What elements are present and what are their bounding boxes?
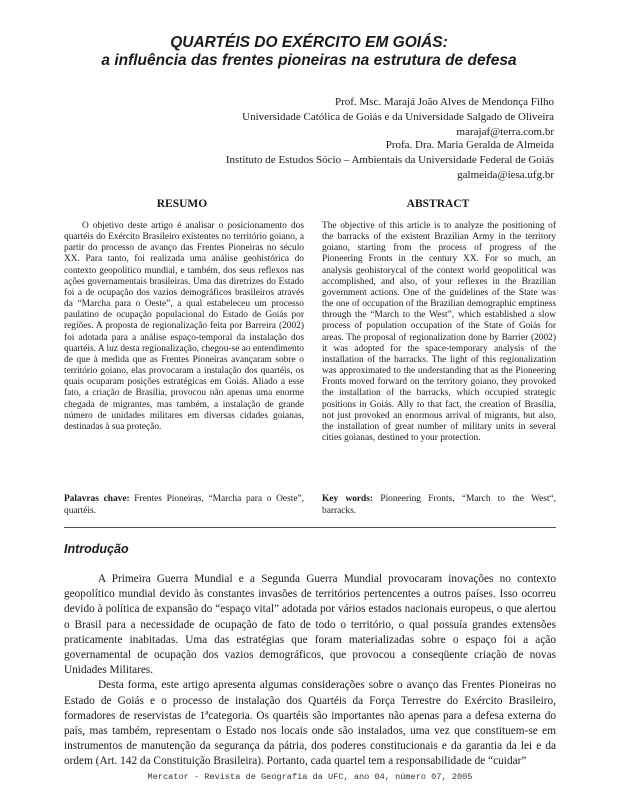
keywords-label: Palavras chave: xyxy=(64,494,130,504)
author-email: marajaf@terra.com.br xyxy=(456,126,554,138)
body-paragraph: Desta forma, este artigo apresenta algumas considerações sobre o avanço das Frentes Pioneiras no Estado de Goiás e o processo de instalação dos Quartéis da Força Terrestre do Exército Brasileiro, formadores de reservistas de 1ªcategoria. Os quartéis são importantes não apenas para a defesa externa do país, mas também, representam o Estado nos locais onde são instalados, uma vez que constituem-se em instrumentos de manutenção da segurança da pátria, dos poderes constitucionais e da garantia da lei e da ordem (Art. 142 da Constituição Brasileira). Portanto, cada quartel tem a responsabilidade de “cuidar” xyxy=(64,679,556,768)
introduction-body xyxy=(64,572,556,770)
article-title: QUARTÉIS DO EXÉRCITO EM GOIÁS: xyxy=(170,34,448,51)
introduction-heading: Introdução xyxy=(64,542,129,556)
author-email: galmeida@iesa.ufg.br xyxy=(457,169,554,181)
abstract-keywords xyxy=(322,493,556,517)
keywords-value: Frentes Pioneiras, “Marcha para o Oeste”, quartéis. xyxy=(64,494,304,516)
section-divider xyxy=(64,527,556,528)
author-affiliation: Instituto de Estudos Sócio – Ambientais da Universidade Federal de Goiás xyxy=(225,154,554,166)
abstract-text: The objective of this article is to analyze the positioning of the barracks of the existent Brazilian Army in the territory goiano, starting from the process of progress of the Pioneering Fronts in the century XX. For so much, an analysis geohistorycal of the context world geopolitical was accomplished, and also, of your reflexes in the Brazilian government actions. One of the guidelines of the State was the one of occupation of the Brazilian demographic emptiness through the “March to the West”, which established a slow process of population occupation of the State of Goiás for areas. The proposal of regionalization done by Barrier (2002) it was adopted for the space-temporary analysis of the installation of the barracks. The light of this regionalization was approximated to the understanding that as the Pioneering Fronts moved forward on the territory goiano, they provoked the installation of the barracks, which occupied strategic positions in Goiás. Ally to that fact, the creation of Brasília, not just provoked an enormous arrival of migrants, but also, the installation of great number of military units in several cities goianas, destined to your protection. xyxy=(322,221,556,443)
article-subtitle: a influência das frentes pioneiras na estrutura de defesa xyxy=(101,52,517,69)
author-name: Prof. Msc. Marajá João Alves de Mendonça Filho xyxy=(334,96,554,108)
body-paragraph: A Primeira Guerra Mundial e a Segunda Guerra Mundial provocaram inovações no contexto geopolítico mundial devido às constantes invasões de territórios pertencentes a outros países. Isso ocorreu devido à política de expansão do “espaço vital” adotada por vários estados nacionais europeus, o que alertou o Brasil para a necessidade de ocupação de fato de todo o território, o qual possuía grandes extensões praticamente inabitadas. Uma das estratégias que foram materializadas sobre o espaço foi a ação governamental de ocupação dos vazios demográficos, que provocou a conseqüente criação de novas Unidades Militares. xyxy=(64,573,556,677)
keywords-value: Pioneering Fronts, “March to the West“, barracks. xyxy=(322,494,556,516)
resumo-keywords xyxy=(64,493,304,517)
author-block-2 xyxy=(74,138,554,183)
author-name: Profa. Dra. Maria Geralda de Almeida xyxy=(385,139,554,151)
keywords-label: Key words: xyxy=(322,494,374,504)
page-footer: Mercator - Revista de Geografia da UFC, ano 04, número 07, 2005 xyxy=(147,772,473,782)
resumo-heading: RESUMO xyxy=(156,198,208,210)
resumo-text: O objetivo deste artigo é analisar o posicionamento dos quartéis do Exército Brasileiro existentes no território goiano, a partir do processo de avanço das Frentes Pioneiras no século XX. Para tanto, foi realizada uma análise geohistórica do contexto geopolítico mundial, e também, dos seus reflexos nas ações governamentais brasileiras. Uma das diretrizes do Estado foi a de ocupação dos vazios demográficos brasileiros através da “Marcha para o Oeste”, a qual estabeleceu um processo paulatino de ocupação populacional do Estado de Goiás por regiões. A proposta de regionalização feita por Barreira (2002) foi adotada para a análise espaço-temporal da instalação dos quartéis. A luz desta regionalização, chegou-se ao entendimento de que à medida que as Frentes Pioneiras avançaram sobre o território goiano, elas provocaram a instalação dos quartéis, os quais ocuparam posições estratégicas em Goiás. Aliado a esse fato, a criação de Brasília, provocou não apenas uma enorme chegada de migrantes, mas também, a instalação de grande número de unidades militares em diversas cidades goianas, destinadas à sua proteção. xyxy=(64,221,304,432)
author-block-1 xyxy=(74,95,554,140)
abstract-heading: ABSTRACT xyxy=(406,198,470,210)
author-affiliation: Universidade Católica de Goiás e da Universidade Salgado de Oliveira xyxy=(242,111,554,123)
